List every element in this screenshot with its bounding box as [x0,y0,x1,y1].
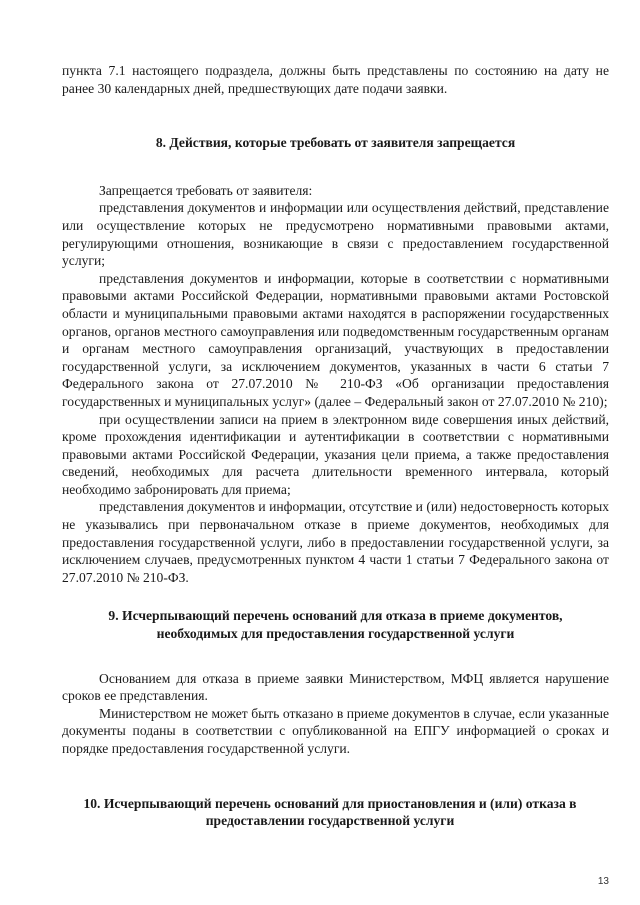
section-8-paragraph-3: представления документов и информации, которые в соответствии с нормативными правовыми актами Российской Федерации, нормативными правовыми актами Ростовской области и муниципальными правовыми актами находятся в распоряжении государственных органов, органов местного самоуправления или подведомственным государственным органам и органам местного самоуправления организаций, участвующих в предоставлении государственной услуги, за исключением документов, указанных в части 6 статьи 7 Федерального закона от 27.07.2010 № 210-ФЗ «Об организации предоставления государственных и муниципальных услуг» (далее – Федеральный закон от 27.07.2010 № 210); [62,270,609,409]
section-8-paragraph-5: представления документов и информации, отсутствие и (или) недостоверность которых не указывались при первоначальном отказе в приеме документов, необходимых для предоставления государственной услуги, либо в предоставлении государственной услуги, за исключением случаев, предусмотренных пунктом 4 части 1 статьи 7 Федерального закона от 27.07.2010 № 210-ФЗ. [62,499,609,585]
section-10-heading: 10. Исчерпывающий перечень оснований для приостановления и (или) отказа в предоставлении государственной услуги [83,795,577,829]
section-9-paragraph-2: Министерством не может быть отказано в приеме документов в случае, если указанные документы поданы в соответствии с опубликованной на ЕПГУ информацией о сроках и порядке предоставления государственной услуги. [62,705,609,756]
section-8-heading: 8. Действия, которые требовать от заявителя запрещается [155,135,516,151]
section-8-paragraph-2: представления документов и информации или осуществления действий, представление или осуществление которых не предусмотрено нормативными правовыми актами, регулирующими отношения, возникающие в связи с предоставлением государственной услуги; [62,200,609,269]
section-8-paragraph-4: при осуществлении записи на прием в электронном виде совершения иных действий, кроме прохождения идентификации и аутентификации в соответствии с нормативными правовыми актами Российской Федерации, указания цели приема, а также предоставления сведений, необходимых для расчета длительности временного интервала, который необходимо забронировать для приема; [62,411,609,497]
section-9-heading: 9. Исчерпывающий перечень оснований для отказа в приеме документов, необходимых для предоставления государственной услуги [108,608,563,642]
page-number: 13 [597,876,609,887]
section-8-paragraph-1: Запрещается требовать от заявителя: [99,182,313,198]
section-9-paragraph-1: Основанием для отказа в приеме заявки Министерством, МФЦ является нарушение сроков ее представления. [62,670,609,704]
paragraph-continuation: пункта 7.1 настоящего подраздела, должны быть представлены по состоянию на дату не ранее 30 календарных дней, предшествующих дате подачи заявки. [62,63,609,96]
